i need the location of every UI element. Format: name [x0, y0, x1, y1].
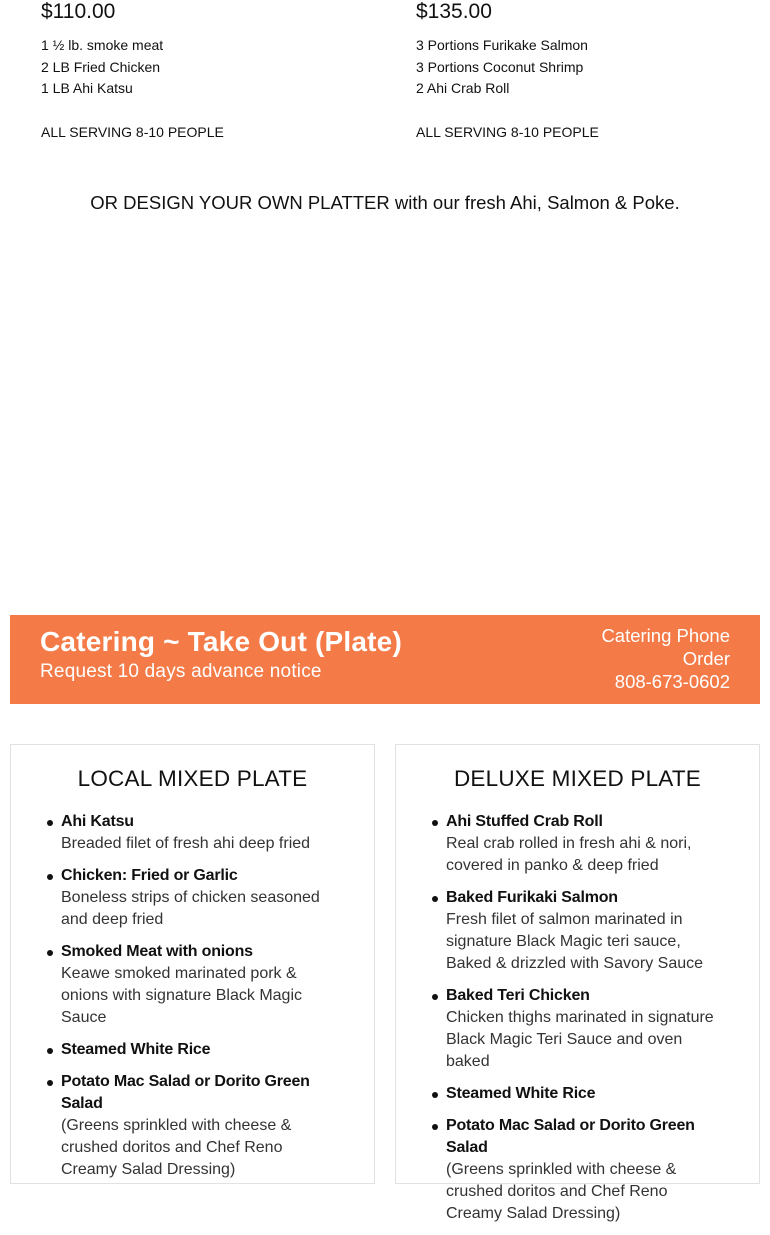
item-name: Baked Teri Chicken [446, 987, 590, 1004]
catering-title: Catering ~ Take Out (Plate) [40, 626, 402, 657]
catering-phone-label: Catering Phone [601, 625, 730, 646]
list-item [61, 1071, 341, 1181]
item-name: Ahi Stuffed Crab Roll [446, 813, 603, 830]
platter-item: 3 Portions Furikake Salmon [416, 37, 588, 53]
platter-item: 1 LB Ahi Katsu [41, 80, 133, 96]
list-item [61, 1039, 341, 1061]
item-desc: Real crab rolled in fresh ahi & nori, covered in panko & deep fried [446, 835, 692, 874]
platter-135 [416, 0, 756, 142]
catering-banner [10, 615, 760, 704]
platter-items [41, 35, 381, 100]
item-name: Steamed White Rice [61, 1041, 211, 1058]
item-name: Baked Furikaki Salmon [446, 889, 618, 906]
list-item [61, 941, 341, 1029]
menu-list [446, 811, 724, 1235]
bullet-icon [47, 1048, 53, 1054]
item-desc: Fresh filet of salmon marinated in signature Black Magic teri sauce, Baked & drizzled with Savory Sauce [446, 911, 704, 972]
list-item [446, 985, 724, 1073]
catering-subtitle: Request 10 days advance notice [40, 661, 322, 682]
platter-price: $110.00 [41, 0, 116, 23]
platter-item: 3 Portions Coconut Shrimp [416, 58, 584, 75]
platter-item: 2 LB Fried Chicken [41, 58, 161, 75]
item-name: Steamed White Rice [446, 1085, 596, 1102]
list-item [61, 811, 341, 855]
bullet-icon [432, 820, 438, 826]
list-item [446, 811, 724, 877]
platter-price: $135.00 [416, 0, 492, 23]
card-title: DELUXE MIXED PLATE [453, 766, 701, 791]
menu-list [61, 811, 341, 1191]
bullet-icon [432, 1092, 438, 1098]
platter-item: 1 ½ lb. smoke meat [41, 37, 164, 53]
item-desc: Breaded filet of fresh ahi deep fried [61, 835, 311, 852]
deluxe-mixed-plate-card [395, 744, 760, 1222]
platter-serving: ALL SERVING 8-10 PEOPLE [416, 123, 599, 140]
local-mixed-plate-card [10, 744, 375, 1184]
bullet-icon [432, 896, 438, 902]
item-desc: (Greens sprinkled with cheese & crushed doritos and Chef Reno Creamy Salad Dressing) [446, 1161, 677, 1222]
bullet-icon [47, 874, 53, 880]
bullet-icon [47, 1080, 53, 1086]
item-desc: Keawe smoked marinated pork & onions with signature Black Magic Sauce [61, 965, 303, 1026]
item-desc: (Greens sprinkled with cheese & crushed doritos and Chef Reno Creamy Salad Dressing) [61, 1117, 292, 1178]
list-item [446, 1115, 724, 1225]
list-item [446, 1083, 724, 1105]
item-name: Potato Mac Salad or Dorito Green Salad [446, 1117, 695, 1156]
catering-phone-number[interactable]: 808-673-0602 [614, 671, 730, 692]
item-name: Potato Mac Salad or Dorito Green Salad [61, 1073, 310, 1112]
bullet-icon [432, 994, 438, 1000]
platter-serving: ALL SERVING 8-10 PEOPLE [41, 123, 224, 140]
item-desc: Chicken thighs marinated in signature Black Magic Teri Sauce and oven baked [446, 1009, 714, 1070]
platter-item: 2 Ahi Crab Roll [416, 80, 510, 96]
platter-items [416, 35, 756, 100]
bullet-icon [47, 820, 53, 826]
item-name: Ahi Katsu [61, 813, 134, 830]
platter-110 [41, 0, 381, 142]
item-name: Smoked Meat with onions [61, 943, 253, 960]
catering-phone [530, 624, 730, 693]
bullet-icon [47, 950, 53, 956]
catering-phone-label-2: Order [682, 648, 730, 669]
item-desc: Boneless strips of chicken seasoned and deep fried [61, 889, 320, 928]
list-item [446, 887, 724, 975]
list-item [61, 865, 341, 931]
bullet-icon [432, 1124, 438, 1130]
design-own-platter-text: OR DESIGN YOUR OWN PLATTER with our fresh Ahi, Salmon & Poke. [90, 192, 680, 213]
item-name: Chicken: Fried or Garlic [61, 867, 238, 884]
card-title: LOCAL MIXED PLATE [77, 766, 308, 791]
